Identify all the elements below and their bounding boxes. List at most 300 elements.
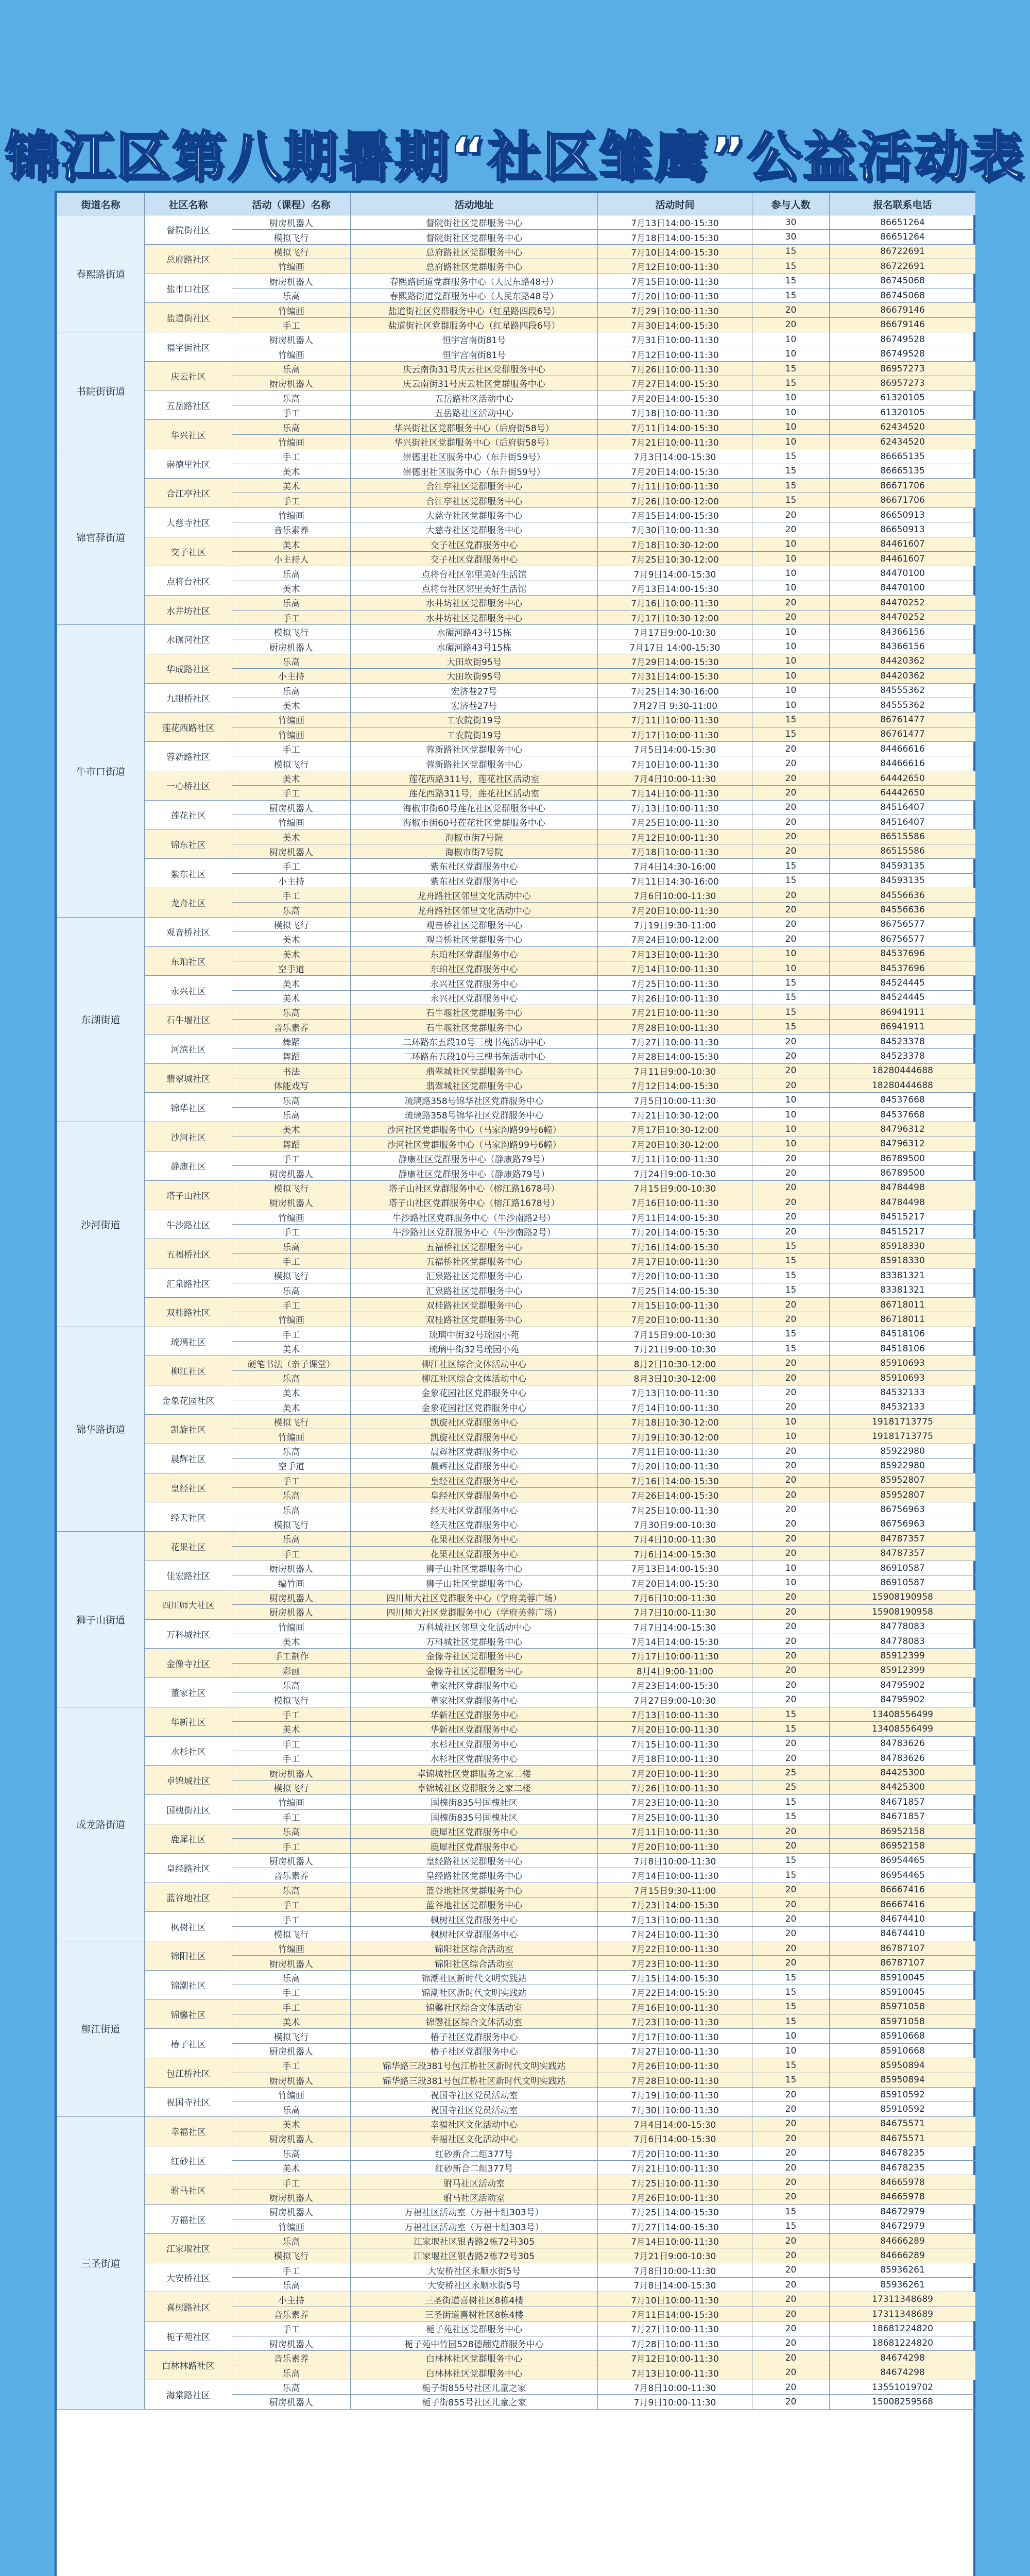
address-cell: 红砂新合二组377号 [351,2146,598,2160]
course-cell: 厨房机器人 [232,1956,351,1970]
capacity-cell: 15 [752,727,830,741]
address-cell: 鹿犀社区党群服务中心 [351,1824,598,1838]
table-row [57,1532,976,1546]
table-row [57,1415,976,1429]
phone-cell: 84461607 [830,551,976,566]
capacity-cell: 20 [752,1078,830,1093]
time-cell: 7月11日9:00-10:30 [598,1063,752,1078]
phone-cell: 85971058 [830,2014,976,2029]
phone-cell: 13408556499 [830,1707,976,1721]
phone-cell: 86954465 [830,1868,976,1883]
time-cell: 7月25日14:00-15:30 [598,1283,752,1297]
course-cell: 厨房机器人 [232,2395,351,2409]
course-cell: 美术 [232,1722,351,1736]
capacity-cell: 20 [752,1444,830,1458]
phone-cell: 84795902 [830,1678,976,1692]
course-cell: 乐高 [232,1093,351,1107]
phone-cell: 85922980 [830,1459,976,1473]
address-cell: 董家社区党群服务中心 [351,1678,598,1692]
capacity-cell: 20 [752,1400,830,1414]
phone-cell: 84555362 [830,698,976,712]
course-cell: 厨房机器人 [232,844,351,858]
address-cell: 四川师大社区党群服务中心（学府美蓉广场） [351,1605,598,1619]
address-cell: 皇经社区党群服务中心 [351,1487,598,1502]
address-cell: 金象花园社区党群服务中心 [351,1400,598,1414]
address-cell: 江家堰社区银杏路2栋72号305 [351,2248,598,2263]
capacity-cell: 15 [752,1985,830,1999]
phone-cell: 85910592 [830,2088,976,2102]
capacity-cell: 10 [752,1122,830,1137]
course-cell: 乐高 [232,1107,351,1122]
capacity-cell: 15 [752,376,830,391]
course-cell: 手工 [232,1751,351,1766]
course-cell: 手工 [232,859,351,873]
address-cell: 董家社区党群服务中心 [351,1692,598,1707]
capacity-cell: 15 [752,1722,830,1736]
time-cell: 7月23日10:00-11:30 [598,1795,752,1809]
phone-cell: 84532133 [830,1385,976,1400]
address-cell: 督院街社区党群服务中心 [351,215,598,230]
table-row [57,1005,976,1020]
capacity-cell: 20 [752,1356,830,1370]
capacity-cell: 15 [752,274,830,288]
address-cell: 水碾河路43号15栋 [351,624,598,639]
capacity-cell: 25 [752,1766,830,1780]
time-cell: 7月16日10:00-11:30 [598,1195,752,1210]
time-cell: 7月14日10:00-11:30 [598,1400,752,1414]
capacity-cell: 20 [752,1502,830,1517]
course-cell: 手工 [232,1546,351,1561]
address-cell: 沙河社区党群服务中心（马家沟路99号6幢） [351,1122,598,1137]
community-cell: 蓉新路社区 [145,742,232,771]
address-cell: 水碾河路43号15栋 [351,639,598,654]
phone-cell: 84787357 [830,1546,976,1561]
activity-table-panel [55,191,975,2576]
course-cell: 小主持人 [232,551,351,566]
course-cell: 竹编画 [232,815,351,829]
capacity-cell: 15 [752,288,830,302]
capacity-cell: 10 [752,434,830,449]
time-cell: 7月20日14:00-15:30 [598,464,752,478]
course-cell: 手工 [232,1707,351,1721]
address-cell: 蓉新路社区党群服务中心 [351,742,598,756]
address-cell: 椿子社区党群服务中心 [351,2043,598,2058]
table-row [57,2116,976,2131]
phone-cell: 84523378 [830,1049,976,1063]
address-cell: 驸马社区活动室 [351,2190,598,2204]
time-cell: 7月17日 14:00-15:30 [598,639,752,654]
table-row [57,449,976,464]
phone-cell: 85910693 [830,1370,976,1385]
capacity-cell: 15 [752,1020,830,1034]
capacity-cell: 20 [752,829,830,844]
course-cell: 竹编画 [232,2219,351,2233]
community-cell: 金像寺社区 [145,1649,232,1678]
address-cell: 海椒市街60号莲花社区党群服务中心 [351,815,598,829]
capacity-cell: 20 [752,1912,830,1926]
time-cell: 7月18日10:00-11:30 [598,1751,752,1766]
phone-cell: 84470252 [830,596,976,610]
community-cell: 鹿犀社区 [145,1824,232,1853]
street-cell: 沙河街道 [57,1122,145,1327]
table-row [57,1151,976,1166]
time-cell: 7月25日10:00-11:30 [598,815,752,829]
time-cell: 7月31日10:00-11:30 [598,332,752,347]
time-cell: 7月13日10:00-11:30 [598,1385,752,1400]
course-cell: 乐高 [232,1487,351,1502]
community-cell: 东珀社区 [145,946,232,976]
course-cell: 小主持 [232,873,351,888]
community-cell: 静康社区 [145,1151,232,1181]
community-cell: 大安桥社区 [145,2263,232,2292]
address-cell: 皇经路社区党群服务中心 [351,1868,598,1883]
capacity-cell: 20 [752,932,830,946]
address-cell: 工农院街19号 [351,727,598,741]
time-cell: 7月20日10:00-11:30 [598,1722,752,1736]
address-cell: 锦潮社区新时代文明实践站 [351,1985,598,1999]
capacity-cell: 15 [752,464,830,478]
time-cell: 7月20日10:00-11:30 [598,1268,752,1283]
capacity-cell: 15 [752,1868,830,1883]
course-cell: 体能戏写 [232,1078,351,1093]
capacity-cell: 20 [752,800,830,815]
course-cell: 厨房机器人 [232,2073,351,2087]
time-cell: 7月6日14:00-15:30 [598,2131,752,2146]
capacity-cell: 15 [752,1342,830,1356]
community-cell: 双桂路社区 [145,1297,232,1327]
time-cell: 7月25日10:00-11:30 [598,1502,752,1517]
phone-cell: 86910587 [830,1575,976,1590]
community-cell: 锦华社区 [145,1093,232,1122]
course-cell: 美术 [232,698,351,712]
phone-cell: 84678235 [830,2146,976,2160]
community-cell: 晨辉社区 [145,1444,232,1473]
capacity-cell: 20 [752,1546,830,1561]
phone-cell: 18681224820 [830,2321,976,2336]
time-cell: 7月17日10:30-12:00 [598,610,752,624]
table-row [57,361,976,376]
time-cell: 7月16日10:00-11:30 [598,596,752,610]
capacity-cell: 20 [752,507,830,522]
phone-cell: 86671706 [830,479,976,493]
table-row [57,1063,976,1078]
phone-cell: 85918330 [830,1253,976,1268]
address-cell: 大安桥社区永顺水街5号 [351,2263,598,2277]
capacity-cell: 20 [752,1678,830,1692]
capacity-cell: 20 [752,317,830,332]
course-cell: 厨房机器人 [232,2131,351,2146]
time-cell: 7月17日10:30-12:00 [598,1122,752,1137]
header-course: 活动（课程）名称 [232,193,351,215]
course-cell: 竹编画 [232,713,351,727]
phone-cell: 84518106 [830,1327,976,1341]
table-row [57,1561,976,1575]
table-row [57,1590,976,1604]
time-cell: 7月17日10:00-11:30 [598,2029,752,2043]
course-cell: 音乐素养 [232,1020,351,1034]
address-cell: 龙舟路社区邻里文化活动中心 [351,903,598,917]
course-cell: 竹编画 [232,727,351,741]
course-cell: 厨房机器人 [232,376,351,391]
capacity-cell: 15 [752,976,830,990]
course-cell: 美术 [232,581,351,595]
address-cell: 大田坎街95号 [351,654,598,668]
address-cell: 枫树社区党群服务中心 [351,1926,598,1941]
phone-cell: 86651264 [830,215,976,230]
phone-cell: 64442650 [830,771,976,785]
address-cell: 柳江社区综合文体活动中心 [351,1356,598,1370]
phone-cell: 86952158 [830,1824,976,1838]
phone-cell: 86515586 [830,829,976,844]
time-cell: 7月11日10:00-11:30 [598,1151,752,1166]
address-cell: 崇德里社区服务中心（东升街59号） [351,464,598,478]
address-cell: 栀子苑社区党群服务中心 [351,2321,598,2336]
address-cell: 金象花园社区党群服务中心 [351,1385,598,1400]
address-cell: 华兴街社区党群服务中心（后府街58号） [351,434,598,449]
course-cell: 竹编画 [232,1619,351,1634]
address-cell: 栀子苑中竹园528德翻党群服务中心 [351,2336,598,2350]
phone-cell: 17311348689 [830,2292,976,2307]
phone-cell: 84665978 [830,2175,976,2190]
address-cell: 崇德里社区服务中心（东升街59号） [351,449,598,464]
course-cell: 厨房机器人 [232,2336,351,2350]
capacity-cell: 20 [752,917,830,931]
course-cell: 厨房机器人 [232,2190,351,2204]
phone-cell: 83381321 [830,1283,976,1297]
capacity-cell: 15 [752,2073,830,2087]
course-cell: 手工 [232,317,351,332]
address-cell: 汇泉路社区党群服务中心 [351,1283,598,1297]
phone-cell: 84470100 [830,566,976,581]
capacity-cell: 10 [752,1137,830,1151]
community-cell: 蓝谷地社区 [145,1883,232,1912]
address-cell: 鹿犀社区党群服务中心 [351,1839,598,1853]
time-cell: 7月16日14:00-15:30 [598,1239,752,1253]
capacity-cell: 15 [752,1707,830,1721]
capacity-cell: 20 [752,2278,830,2292]
time-cell: 7月13日14:00-15:30 [598,1561,752,1575]
time-cell: 7月7日10:00-11:30 [598,1605,752,1619]
course-cell: 手工 [232,888,351,902]
community-cell: 总府路社区 [145,244,232,274]
address-cell: 祝国寺社区党员活动室 [351,2088,598,2102]
address-cell: 祝国寺社区党员活动室 [351,2102,598,2116]
capacity-cell: 20 [752,2175,830,2190]
course-cell: 手工 [232,1985,351,1999]
capacity-cell: 10 [752,1415,830,1429]
table-row [57,244,976,259]
time-cell: 7月4日10:00-11:30 [598,771,752,785]
course-cell: 舞蹈 [232,1049,351,1063]
capacity-cell: 20 [752,1634,830,1648]
community-cell: 督院街社区 [145,215,232,245]
phone-cell: 85910045 [830,1985,976,1999]
time-cell: 7月4日14:30-16:00 [598,859,752,873]
time-cell: 7月25日14:30-16:00 [598,683,752,698]
time-cell: 7月14日10:00-11:30 [598,1868,752,1883]
capacity-cell: 15 [752,1239,830,1253]
course-cell: 厨房机器人 [232,639,351,654]
capacity-cell: 15 [752,244,830,259]
capacity-cell: 10 [752,347,830,361]
table-row [57,1502,976,1517]
time-cell: 7月11日10:00-11:30 [598,1824,752,1838]
capacity-cell: 15 [752,2219,830,2233]
address-cell: 五岳路社区活动中心 [351,405,598,420]
time-cell: 7月20日10:00-11:30 [598,1766,752,1780]
address-cell: 万福社区活动室（万福十组303号） [351,2205,598,2219]
course-cell: 乐高 [232,1824,351,1838]
phone-cell: 86954465 [830,1853,976,1868]
time-cell: 7月19日9:30-11:00 [598,917,752,931]
course-cell: 模拟飞行 [232,1780,351,1794]
phone-cell: 86718011 [830,1297,976,1312]
course-cell: 美术 [232,537,351,551]
community-cell: 盐道街社区 [145,303,232,332]
community-cell: 河滨社区 [145,1034,232,1063]
address-cell: 万科城社区党群服务中心 [351,1634,598,1648]
address-cell: 水井坊社区党群服务中心 [351,610,598,624]
capacity-cell: 10 [752,683,830,698]
phone-cell: 84675571 [830,2116,976,2131]
capacity-cell: 20 [752,2336,830,2350]
table-row [57,1678,976,1692]
time-cell: 7月11日14:30-16:00 [598,873,752,888]
address-cell: 蓝谷地社区党群服务中心 [351,1897,598,1911]
address-cell: 点将台社区邻里美好生活馆 [351,581,598,595]
table-row [57,2321,976,2336]
course-cell: 手工 [232,1839,351,1853]
phone-cell: 84784498 [830,1180,976,1195]
phone-cell: 85910693 [830,1356,976,1370]
table-row [57,2233,976,2248]
capacity-cell: 10 [752,405,830,420]
time-cell: 7月25日10:00-11:30 [598,1809,752,1824]
course-cell: 模拟飞行 [232,756,351,771]
time-cell: 7月27日10:00-11:30 [598,2043,752,2058]
phone-cell: 84672979 [830,2205,976,2219]
address-cell: 凯旋社区党群服务中心 [351,1429,598,1444]
time-cell: 7月20日10:00-11:30 [598,903,752,917]
capacity-cell: 15 [752,1795,830,1809]
address-cell: 大安桥社区永顺水街5号 [351,2278,598,2292]
time-cell: 7月28日14:00-15:30 [598,1049,752,1063]
phone-cell: 85950894 [830,2073,976,2087]
community-cell: 皇经社区 [145,1473,232,1502]
table-row [57,2263,976,2277]
capacity-cell: 20 [752,888,830,902]
course-cell: 手工 [232,1151,351,1166]
capacity-cell: 20 [752,1312,830,1327]
time-cell: 7月18日10:30-12:00 [598,1415,752,1429]
address-cell: 督院街社区党群服务中心 [351,230,598,244]
capacity-cell: 15 [752,1253,830,1268]
phone-cell: 85912399 [830,1649,976,1663]
course-cell: 手工 [232,449,351,464]
phone-cell: 86722691 [830,259,976,274]
phone-cell: 84515217 [830,1210,976,1224]
course-cell: 手工 [232,2175,351,2190]
phone-cell: 86761477 [830,727,976,741]
capacity-cell: 20 [752,1926,830,1941]
capacity-cell: 20 [752,1605,830,1619]
time-cell: 7月20日10:00-11:30 [598,1459,752,1473]
capacity-cell: 10 [752,2029,830,2043]
capacity-cell: 10 [752,581,830,595]
phone-cell: 84674410 [830,1912,976,1926]
address-cell: 汇泉路社区党群服务中心 [351,1268,598,1283]
address-cell: 宏济巷27号 [351,698,598,712]
phone-cell: 86787107 [830,1956,976,1970]
phone-cell: 19181713775 [830,1415,976,1429]
time-cell: 7月9日14:00-15:30 [598,566,752,581]
phone-cell: 84420362 [830,654,976,668]
course-cell: 手工 [232,1809,351,1824]
address-cell: 狮子山社区党群服务中心 [351,1561,598,1575]
time-cell: 7月11日10:00-11:30 [598,479,752,493]
address-cell: 锦华路三段381号包江桥社区新时代文明实践站 [351,2058,598,2073]
capacity-cell: 15 [752,2014,830,2029]
community-cell: 牛沙路社区 [145,1210,232,1239]
address-cell: 大慈寺社区党群服务中心 [351,522,598,537]
address-cell: 永兴社区党群服务中心 [351,990,598,1005]
time-cell: 8月2日10:30-12:00 [598,1356,752,1370]
table-row [57,537,976,551]
table-row [57,1356,976,1370]
course-cell: 厨房机器人 [232,274,351,288]
capacity-cell: 20 [752,1619,830,1634]
course-cell: 模拟飞行 [232,2248,351,2263]
time-cell: 8月4日9:00-11:00 [598,1663,752,1677]
time-cell: 7月20日10:00-11:30 [598,1312,752,1327]
course-cell: 竹编画 [232,507,351,522]
course-cell: 厨房机器人 [232,1605,351,1619]
course-cell: 乐高 [232,1444,351,1458]
community-cell: 锦潮社区 [145,1970,232,1999]
course-cell: 手工 [232,1897,351,1911]
capacity-cell: 10 [752,566,830,581]
phone-cell: 86671706 [830,493,976,507]
time-cell: 7月12日10:00-11:30 [598,259,752,274]
street-cell: 柳江街道 [57,1941,145,2117]
capacity-cell: 30 [752,215,830,230]
table-row [57,1122,976,1137]
address-cell: 锦阳社区综合活动室 [351,1956,598,1970]
capacity-cell: 20 [752,1370,830,1385]
course-cell: 硬笔书法（亲子课堂） [232,1356,351,1370]
phone-cell: 86679146 [830,303,976,317]
address-cell: 椿子社区党群服务中心 [351,2029,598,2043]
phone-cell: 13408556499 [830,1722,976,1736]
course-cell: 乐高 [232,654,351,668]
time-cell: 7月25日10:00-11:30 [598,976,752,990]
street-cell: 三圣街道 [57,2116,145,2409]
table-row [57,654,976,668]
capacity-cell: 20 [752,2088,830,2102]
capacity-cell: 10 [752,537,830,551]
table-row [57,1268,976,1283]
address-cell: 万福社区活动室（万福十组303号） [351,2219,598,2233]
address-cell: 合江亭社区党群服务中心 [351,479,598,493]
address-cell: 晨辉社区党群服务中心 [351,1459,598,1473]
capacity-cell: 20 [752,2190,830,2204]
course-cell: 手工 [232,493,351,507]
phone-cell: 84556636 [830,888,976,902]
time-cell: 7月13日10:00-11:30 [598,2365,752,2380]
course-cell: 乐高 [232,596,351,610]
address-cell: 翡翠城社区党群服务中心 [351,1063,598,1078]
capacity-cell: 20 [752,596,830,610]
